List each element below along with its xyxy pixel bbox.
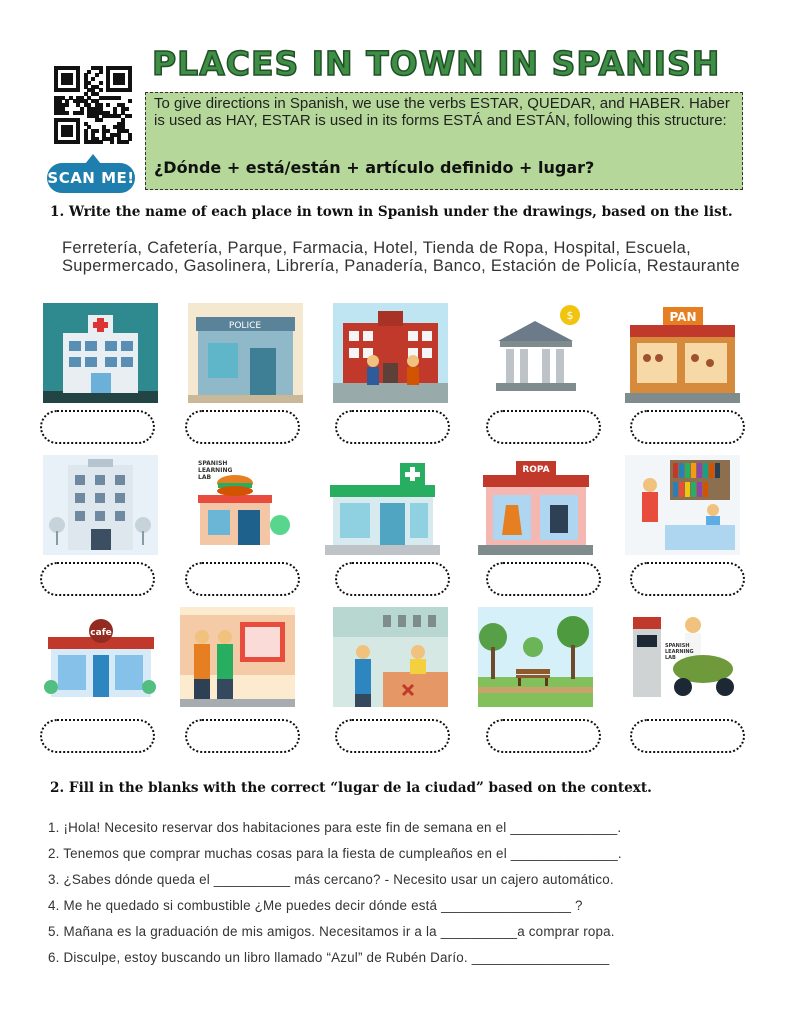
picture-hospital <box>43 303 158 403</box>
answer-box-3[interactable] <box>335 410 450 444</box>
qr-code <box>54 66 132 144</box>
intro-box <box>145 92 743 190</box>
answer-box-6[interactable] <box>40 562 155 596</box>
picture-bakery <box>625 303 740 403</box>
section-2-title: 2. Fill in the blanks with the correct “lugar de la ciudad” based on the context. <box>50 780 652 796</box>
intro-text: To give directions in Spanish, we use the verbs ESTAR, QUEDAR, and HABER. Haber is used as HAY, ESTAR is used in its forms ESTÁ and ESTÁN, following this structure: <box>154 95 730 129</box>
sentence-4: 4. Me he quedado si combustible ¿Me puedes decir dónde está _________________ ? <box>48 898 583 913</box>
answer-box-14[interactable] <box>486 719 601 753</box>
answer-box-8[interactable] <box>335 562 450 596</box>
picture-school <box>333 303 448 403</box>
picture-park <box>478 607 593 707</box>
answer-box-12[interactable] <box>185 719 300 753</box>
watermark-text: LAB <box>665 655 676 661</box>
watermark-text: LAB <box>198 474 212 481</box>
answer-box-7[interactable] <box>185 562 300 596</box>
answer-box-15[interactable] <box>630 719 745 753</box>
answer-box-1[interactable] <box>40 410 155 444</box>
sentence-5: 5. Mañana es la graduación de mis amigos. Necesitamos ir a la __________a comprar ropa. <box>48 924 615 939</box>
watermark-text: SPANISH <box>198 460 228 467</box>
scan-me-badge: SCAN ME! <box>47 163 135 193</box>
picture-hardware-store <box>333 607 448 707</box>
picture-bank <box>478 303 593 403</box>
watermark-text: SPANISH <box>665 643 690 649</box>
sentence-3: 3. ¿Sabes dónde queda el __________ más cercano? - Necesito usar un cajero automático. <box>48 872 614 887</box>
picture-police-station <box>188 303 303 403</box>
answer-box-13[interactable] <box>335 719 450 753</box>
picture-gas-station <box>625 607 740 707</box>
section-1-title: 1. Write the name of each place in town in Spanish under the drawings, based on the list. <box>50 204 733 220</box>
picture-pharmacy <box>325 455 440 555</box>
picture-restaurant <box>180 455 295 555</box>
sentence-2: 2. Tenemos que comprar muchas cosas para la fiesta de cumpleaños en el ______________. <box>48 846 622 861</box>
watermark-text: LEARNING <box>198 467 233 474</box>
page-title: PLACES IN TOWN IN SPANISH <box>152 44 721 83</box>
answer-box-11[interactable] <box>40 719 155 753</box>
police-sign: POLICE <box>228 321 262 331</box>
sentence-1: 1. ¡Hola! Necesito reservar dos habitaciones para este fin de semana en el ______________. <box>48 820 622 835</box>
picture-hotel <box>43 455 158 555</box>
watermark-text: LEARNING <box>665 649 694 655</box>
cafe-sign: cafe <box>90 628 112 638</box>
sentence-6: 6. Disculpe, estoy buscando un libro llamado “Azul” de Rubén Darío. __________________ <box>48 950 610 965</box>
answer-box-10[interactable] <box>630 562 745 596</box>
picture-supermarket <box>180 607 295 707</box>
picture-clothing-store <box>478 455 593 555</box>
svg-text:$: $ <box>566 309 574 322</box>
answer-box-2[interactable] <box>185 410 300 444</box>
structure-formula: ¿Dónde + está/están + artículo definido + lugar? <box>154 158 595 177</box>
picture-bookstore <box>625 455 740 555</box>
answer-box-9[interactable] <box>486 562 601 596</box>
answer-box-4[interactable] <box>486 410 601 444</box>
ropa-sign: ROPA <box>522 465 550 475</box>
answer-box-5[interactable] <box>630 410 745 444</box>
word-list: Ferretería, Cafetería, Parque, Farmacia, Hotel, Tienda de Ropa, Hospital, Escuela, Supermercado, Gasolinera, Librería, Panadería, Banco, Estación de Policía, Restaurante <box>62 239 740 275</box>
picture-cafe <box>43 607 158 707</box>
pan-sign: PAN <box>669 310 697 324</box>
